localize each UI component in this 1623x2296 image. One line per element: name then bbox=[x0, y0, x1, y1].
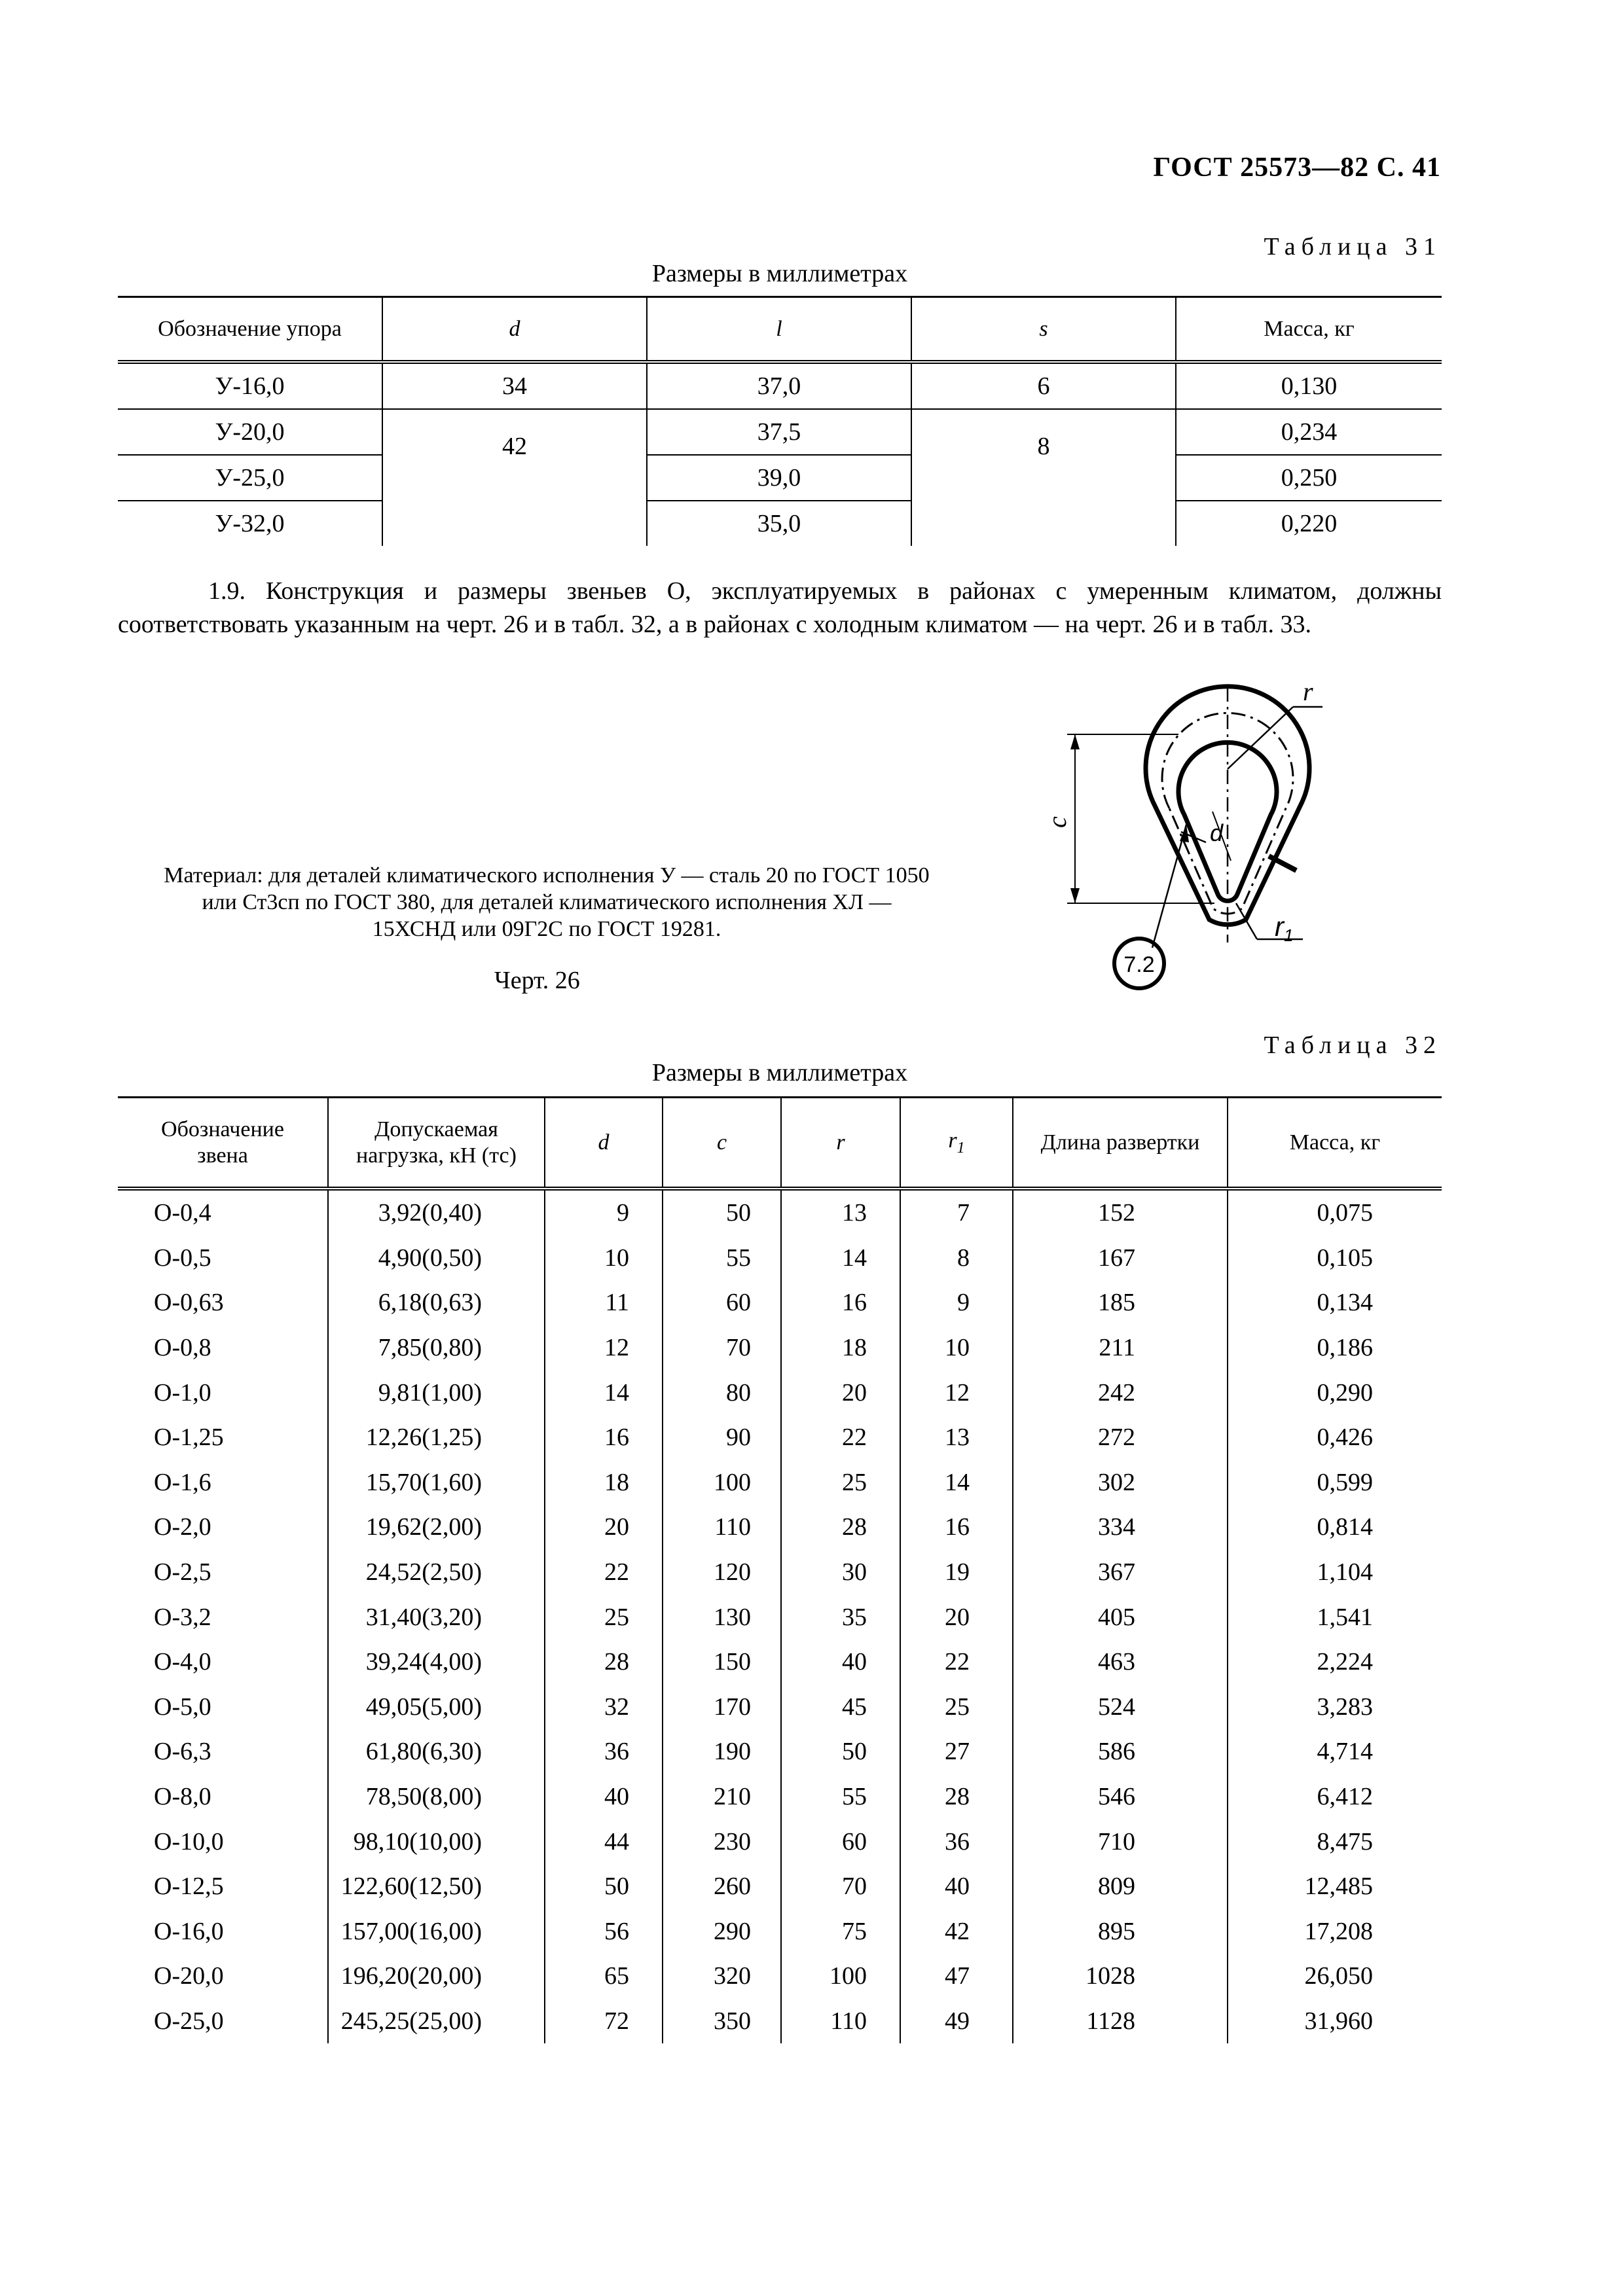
table32-cell-mass: 0,426 bbox=[1228, 1415, 1442, 1460]
table32-cell-mass: 2,224 bbox=[1228, 1640, 1442, 1685]
table32-cell-name: О-2,0 bbox=[154, 1513, 211, 1541]
label-r: r bbox=[1303, 681, 1313, 706]
table32-cell-c: 80 bbox=[663, 1370, 781, 1415]
link-drawing bbox=[1041, 681, 1408, 1008]
figure-caption: Черт. 26 bbox=[494, 967, 580, 994]
table32 bbox=[118, 1096, 1442, 2043]
table31-header-l: l bbox=[647, 297, 911, 363]
table32-cell-r: 55 bbox=[781, 1774, 900, 1820]
table32-label: Таблица 32 bbox=[1264, 1031, 1442, 1059]
table32-cell-d: 20 bbox=[545, 1505, 663, 1550]
table32-cell-load: 78,50(8,00) bbox=[328, 1774, 545, 1820]
table32-cell-r1: 42 bbox=[900, 1909, 1013, 1954]
table32-cell-length: 242 bbox=[1013, 1370, 1228, 1415]
table32-cell-name: О-0,4 bbox=[154, 1199, 211, 1227]
table32-cell-r: 14 bbox=[781, 1236, 900, 1281]
table-row bbox=[118, 1280, 1442, 1325]
table32-cell-load: 4,90(0,50) bbox=[328, 1236, 545, 1281]
table32-cell-r1: 47 bbox=[900, 1954, 1013, 1999]
table32-cell-name: О-25,0 bbox=[154, 2007, 224, 2035]
table32-cell-load: 24,52(2,50) bbox=[328, 1550, 545, 1595]
table31-cell-l: 37,5 bbox=[647, 409, 911, 455]
table32-cell-d: 22 bbox=[545, 1550, 663, 1595]
table31-cell-name: У-20,0 bbox=[118, 409, 382, 455]
table32-cell-mass: 26,050 bbox=[1228, 1954, 1442, 1999]
table32-cell-d: 72 bbox=[545, 1999, 663, 2044]
table-row bbox=[118, 1189, 1442, 1236]
table32-cell-r: 75 bbox=[781, 1909, 900, 1954]
table32-cell-d: 50 bbox=[545, 1864, 663, 1909]
table32-header-d: d bbox=[545, 1098, 663, 1189]
table32-cell-r1: 25 bbox=[900, 1685, 1013, 1730]
table32-cell-name: О-8,0 bbox=[154, 1783, 211, 1811]
paragraph-line: 1.9. Конструкция и размеры звеньев О, эксплуатируемых в районах с умеренным климатом, должны bbox=[208, 577, 1442, 605]
table-row bbox=[118, 409, 1442, 455]
label-d: d bbox=[1210, 819, 1224, 846]
table31-header-mass: Масса, кг bbox=[1176, 297, 1442, 363]
table32-cell-r1: 19 bbox=[900, 1550, 1013, 1595]
link-inner-contour bbox=[1178, 742, 1277, 901]
table32-cell-d: 56 bbox=[545, 1909, 663, 1954]
table31-header-row bbox=[118, 297, 1442, 363]
table32-cell-c: 110 bbox=[663, 1505, 781, 1550]
table32-cell-length: 272 bbox=[1013, 1415, 1228, 1460]
table32-header-load bbox=[328, 1098, 545, 1189]
table32-cell-length: 546 bbox=[1013, 1774, 1228, 1820]
table-row bbox=[118, 362, 1442, 409]
table32-cell-length: 524 bbox=[1013, 1685, 1228, 1730]
table32-cell-length: 895 bbox=[1013, 1909, 1228, 1954]
table32-cell-length: 167 bbox=[1013, 1236, 1228, 1281]
table31-cell-l: 35,0 bbox=[647, 501, 911, 546]
table-row bbox=[118, 1594, 1442, 1640]
table32-header-mass: Масса, кг bbox=[1228, 1098, 1442, 1189]
table32-header-r: r bbox=[781, 1098, 900, 1189]
table32-cell-mass: 12,485 bbox=[1228, 1864, 1442, 1909]
table32-cell-r: 100 bbox=[781, 1954, 900, 1999]
table-row bbox=[118, 1819, 1442, 1864]
table32-cell-mass: 3,283 bbox=[1228, 1685, 1442, 1730]
table32-cell-d: 40 bbox=[545, 1774, 663, 1820]
table32-cell-mass: 17,208 bbox=[1228, 1909, 1442, 1954]
table32-cell-mass: 0,075 bbox=[1228, 1189, 1442, 1236]
table32-cell-c: 350 bbox=[663, 1999, 781, 2044]
table32-cell-length: 405 bbox=[1013, 1594, 1228, 1640]
table-row bbox=[118, 1640, 1442, 1685]
table32-cell-d: 25 bbox=[545, 1594, 663, 1640]
table32-cell-r: 25 bbox=[781, 1460, 900, 1505]
table32-cell-name: О-0,63 bbox=[154, 1289, 224, 1317]
material-note bbox=[118, 863, 976, 942]
table31-cell-s-merged: 8 bbox=[911, 409, 1176, 546]
table32-cell-d: 28 bbox=[545, 1640, 663, 1685]
table32-cell-mass: 31,960 bbox=[1228, 1999, 1442, 2044]
table32-cell-load: 61,80(6,30) bbox=[328, 1729, 545, 1774]
table32-cell-r1: 8 bbox=[900, 1236, 1013, 1281]
table31-header-s: s bbox=[911, 297, 1176, 363]
table32-cell-r1: 14 bbox=[900, 1460, 1013, 1505]
table32-cell-c: 210 bbox=[663, 1774, 781, 1820]
table32-cell-d: 18 bbox=[545, 1460, 663, 1505]
table32-cell-length: 185 bbox=[1013, 1280, 1228, 1325]
table32-header-r1: $r_1$ bbox=[900, 1098, 1013, 1189]
table32-cell-r: 18 bbox=[781, 1325, 900, 1371]
table32-cell-load: 12,26(1,25) bbox=[328, 1415, 545, 1460]
table32-cell-r1: 16 bbox=[900, 1505, 1013, 1550]
table31-cell-mass: 0,250 bbox=[1176, 455, 1442, 501]
table32-cell-r: 60 bbox=[781, 1819, 900, 1864]
table32-cell-r: 110 bbox=[781, 1999, 900, 2044]
table32-cell-c: 150 bbox=[663, 1640, 781, 1685]
table32-header-c: c bbox=[663, 1098, 781, 1189]
table32-cell-load: 19,62(2,00) bbox=[328, 1505, 545, 1550]
table32-cell-d: 32 bbox=[545, 1685, 663, 1730]
table32-cell-load: 49,05(5,00) bbox=[328, 1685, 545, 1730]
table32-cell-r1: 28 bbox=[900, 1774, 1013, 1820]
table32-cell-name: О-1,25 bbox=[154, 1424, 224, 1452]
table32-cell-r: 35 bbox=[781, 1594, 900, 1640]
table32-cell-c: 60 bbox=[663, 1280, 781, 1325]
table32-cell-load: 196,20(20,00) bbox=[328, 1954, 545, 1999]
table31-cell-mass: 0,130 bbox=[1176, 362, 1442, 409]
material-note-line: Материал: для деталей климатического исполнения У — сталь 20 по ГОСТ 1050 bbox=[164, 863, 930, 888]
table32-cell-name: О-0,8 bbox=[154, 1334, 211, 1362]
table32-cell-d: 9 bbox=[545, 1189, 663, 1236]
table32-header-row bbox=[118, 1098, 1442, 1189]
table32-cell-d: 44 bbox=[545, 1819, 663, 1864]
table31-label: Таблица 31 bbox=[1264, 233, 1442, 260]
table32-cell-c: 120 bbox=[663, 1550, 781, 1595]
table32-cell-r1: 7 bbox=[900, 1189, 1013, 1236]
table32-cell-length: 710 bbox=[1013, 1819, 1228, 1864]
table32-cell-r: 22 bbox=[781, 1415, 900, 1460]
table32-cell-length: 463 bbox=[1013, 1640, 1228, 1685]
table32-cell-length: 809 bbox=[1013, 1864, 1228, 1909]
table32-cell-r1: 12 bbox=[900, 1370, 1013, 1415]
table32-cell-load: 39,24(4,00) bbox=[328, 1640, 545, 1685]
table32-cell-r: 16 bbox=[781, 1280, 900, 1325]
table31-cell-name: У-32,0 bbox=[215, 510, 285, 537]
table32-cell-length: 211 bbox=[1013, 1325, 1228, 1371]
table32-cell-name: О-3,2 bbox=[154, 1603, 211, 1631]
table32-cell-load: 15,70(1,60) bbox=[328, 1460, 545, 1505]
table32-cell-load: 6,18(0,63) bbox=[328, 1280, 545, 1325]
table32-cell-load: 7,85(0,80) bbox=[328, 1325, 545, 1371]
table32-cell-mass: 0,105 bbox=[1228, 1236, 1442, 1281]
table31-cell-l: 37,0 bbox=[647, 362, 911, 409]
table32-cell-c: 170 bbox=[663, 1685, 781, 1730]
table32-cell-r: 50 bbox=[781, 1729, 900, 1774]
table31-cell-name: У-16,0 bbox=[118, 362, 382, 409]
table32-cell-name: О-4,0 bbox=[154, 1648, 211, 1676]
table32-cell-r: 45 bbox=[781, 1685, 900, 1730]
table32-cell-d: 36 bbox=[545, 1729, 663, 1774]
table32-cell-d: 65 bbox=[545, 1954, 663, 1999]
table32-cell-r1: 36 bbox=[900, 1819, 1013, 1864]
table-row bbox=[118, 501, 1442, 546]
table-row bbox=[118, 1729, 1442, 1774]
label-c: c bbox=[1042, 816, 1072, 828]
table32-cell-mass: 0,186 bbox=[1228, 1325, 1442, 1371]
table32-cell-name: О-2,5 bbox=[154, 1558, 211, 1587]
table32-cell-length: 334 bbox=[1013, 1505, 1228, 1550]
table32-header-name bbox=[118, 1098, 328, 1189]
paragraph-1-9 bbox=[118, 575, 1442, 642]
table32-cell-c: 90 bbox=[663, 1415, 781, 1460]
table32-cell-name: О-1,6 bbox=[154, 1468, 211, 1496]
table32-cell-c: 260 bbox=[663, 1864, 781, 1909]
material-note-line: 15ХСНД или 09Г2С по ГОСТ 19281. bbox=[372, 916, 721, 941]
table-row bbox=[118, 1370, 1442, 1415]
table32-cell-mass: 0,814 bbox=[1228, 1505, 1442, 1550]
table32-cell-d: 14 bbox=[545, 1370, 663, 1415]
table32-cell-mass: 0,290 bbox=[1228, 1370, 1442, 1415]
table32-cell-r: 13 bbox=[781, 1189, 900, 1236]
table32-cell-r1: 22 bbox=[900, 1640, 1013, 1685]
table32-cell-mass: 0,134 bbox=[1228, 1280, 1442, 1325]
table32-cell-c: 190 bbox=[663, 1729, 781, 1774]
table32-cell-mass: 0,599 bbox=[1228, 1460, 1442, 1505]
table31-header-name: Обозначение упора bbox=[118, 297, 382, 363]
table32-cell-c: 320 bbox=[663, 1954, 781, 1999]
table32-cell-r1: 20 bbox=[900, 1594, 1013, 1640]
table-row bbox=[118, 1325, 1442, 1371]
table31-header-d: d bbox=[382, 297, 647, 363]
table32-cell-load: 157,00(16,00) bbox=[328, 1909, 545, 1954]
table32-cell-r1: 13 bbox=[900, 1415, 1013, 1460]
table32-cell-d: 11 bbox=[545, 1280, 663, 1325]
table-row bbox=[118, 1685, 1442, 1730]
table31-dimensions-note: Размеры в миллиметрах bbox=[651, 260, 908, 287]
table31-cell-mass: 0,220 bbox=[1176, 501, 1442, 546]
table32-cell-c: 130 bbox=[663, 1594, 781, 1640]
table31-cell-name: У-25,0 bbox=[118, 455, 382, 501]
table32-cell-r: 40 bbox=[781, 1640, 900, 1685]
table32-cell-c: 50 bbox=[663, 1189, 781, 1236]
table32-cell-r1: 49 bbox=[900, 1999, 1013, 2044]
table32-cell-name: О-10,0 bbox=[154, 1827, 224, 1856]
table32-cell-mass: 6,412 bbox=[1228, 1774, 1442, 1820]
table32-cell-length: 1128 bbox=[1013, 1999, 1228, 2044]
table32-cell-c: 230 bbox=[663, 1819, 781, 1864]
table32-header-length: Длина развертки bbox=[1013, 1098, 1228, 1189]
table31-cell-s: 6 bbox=[911, 362, 1176, 409]
table32-cell-length: 152 bbox=[1013, 1189, 1228, 1236]
table32-cell-mass: 1,104 bbox=[1228, 1550, 1442, 1595]
table32-cell-r1: 9 bbox=[900, 1280, 1013, 1325]
table32-cell-r: 30 bbox=[781, 1550, 900, 1595]
table32-cell-r1: 10 bbox=[900, 1325, 1013, 1371]
table32-cell-load: 245,25(25,00) bbox=[328, 1999, 545, 2044]
table32-cell-r1: 40 bbox=[900, 1864, 1013, 1909]
table31-cell-mass: 0,234 bbox=[1176, 409, 1442, 455]
table32-cell-c: 290 bbox=[663, 1909, 781, 1954]
table32-cell-length: 367 bbox=[1013, 1550, 1228, 1595]
table32-cell-c: 100 bbox=[663, 1460, 781, 1505]
table-row bbox=[118, 1505, 1442, 1550]
table32-cell-r: 20 bbox=[781, 1370, 900, 1415]
table31-cell-d: 34 bbox=[382, 362, 647, 409]
table32-cell-c: 70 bbox=[663, 1325, 781, 1371]
table32-cell-r: 70 bbox=[781, 1864, 900, 1909]
table32-cell-d: 10 bbox=[545, 1236, 663, 1281]
table32-dimensions-note: Размеры в миллиметрах bbox=[651, 1059, 908, 1086]
material-note-line: или Ст3сп по ГОСТ 380, для деталей климатического исполнения ХЛ — bbox=[202, 889, 892, 914]
table-row bbox=[118, 1954, 1442, 1999]
table32-cell-load: 9,81(1,00) bbox=[328, 1370, 545, 1415]
table-row bbox=[118, 1909, 1442, 1954]
paragraph-line: соответствовать указанным на черт. 26 и в табл. 32, а в районах с холодным климатом — на черт. 26 и в табл. 33. bbox=[118, 611, 1312, 639]
table32-cell-length: 1028 bbox=[1013, 1954, 1228, 1999]
label-r1: r1 bbox=[1275, 911, 1294, 945]
table32-cell-d: 12 bbox=[545, 1325, 663, 1371]
table31 bbox=[118, 296, 1442, 546]
table32-header-load-line2: нагрузка, кН (тс) bbox=[356, 1143, 517, 1168]
label-roughness: 7.2 bbox=[1123, 952, 1155, 977]
table-row bbox=[118, 1774, 1442, 1820]
table-row bbox=[118, 1550, 1442, 1595]
table32-cell-length: 586 bbox=[1013, 1729, 1228, 1774]
table32-cell-load: 122,60(12,50) bbox=[328, 1864, 545, 1909]
table32-cell-name: О-20,0 bbox=[154, 1962, 224, 1990]
table32-header-name-line1: Обозначение bbox=[161, 1117, 284, 1142]
table32-cell-name: О-6,3 bbox=[154, 1738, 211, 1766]
table-row bbox=[118, 1415, 1442, 1460]
table32-cell-length: 302 bbox=[1013, 1460, 1228, 1505]
table32-cell-load: 98,10(10,00) bbox=[328, 1819, 545, 1864]
table-row bbox=[118, 455, 1442, 501]
table-row bbox=[118, 1236, 1442, 1281]
table32-cell-r: 28 bbox=[781, 1505, 900, 1550]
table-row bbox=[118, 1460, 1442, 1505]
table32-cell-name: О-16,0 bbox=[154, 1917, 224, 1945]
table32-cell-d: 16 bbox=[545, 1415, 663, 1460]
table32-cell-mass: 8,475 bbox=[1228, 1819, 1442, 1864]
table32-header-load-line1: Допускаемая bbox=[374, 1117, 498, 1142]
table32-cell-name: О-12,5 bbox=[154, 1873, 224, 1901]
table32-cell-r1: 27 bbox=[900, 1729, 1013, 1774]
table-row bbox=[118, 1864, 1442, 1909]
table32-cell-c: 55 bbox=[663, 1236, 781, 1281]
table32-cell-load: 3,92(0,40) bbox=[328, 1189, 545, 1236]
page-header-title: ГОСТ 25573—82 С. 41 bbox=[1153, 152, 1441, 183]
table32-cell-load: 31,40(3,20) bbox=[328, 1594, 545, 1640]
table31-cell-d-merged: 42 bbox=[382, 409, 647, 546]
table32-cell-mass: 1,541 bbox=[1228, 1594, 1442, 1640]
table32-cell-name: О-5,0 bbox=[154, 1693, 211, 1721]
table-row bbox=[118, 1999, 1442, 2044]
table32-cell-name: О-1,0 bbox=[154, 1378, 211, 1407]
table32-cell-mass: 4,714 bbox=[1228, 1729, 1442, 1774]
table31-cell-l: 39,0 bbox=[647, 455, 911, 501]
table32-cell-name: О-0,5 bbox=[154, 1244, 211, 1272]
table32-header-name-line2: звена bbox=[197, 1143, 248, 1168]
